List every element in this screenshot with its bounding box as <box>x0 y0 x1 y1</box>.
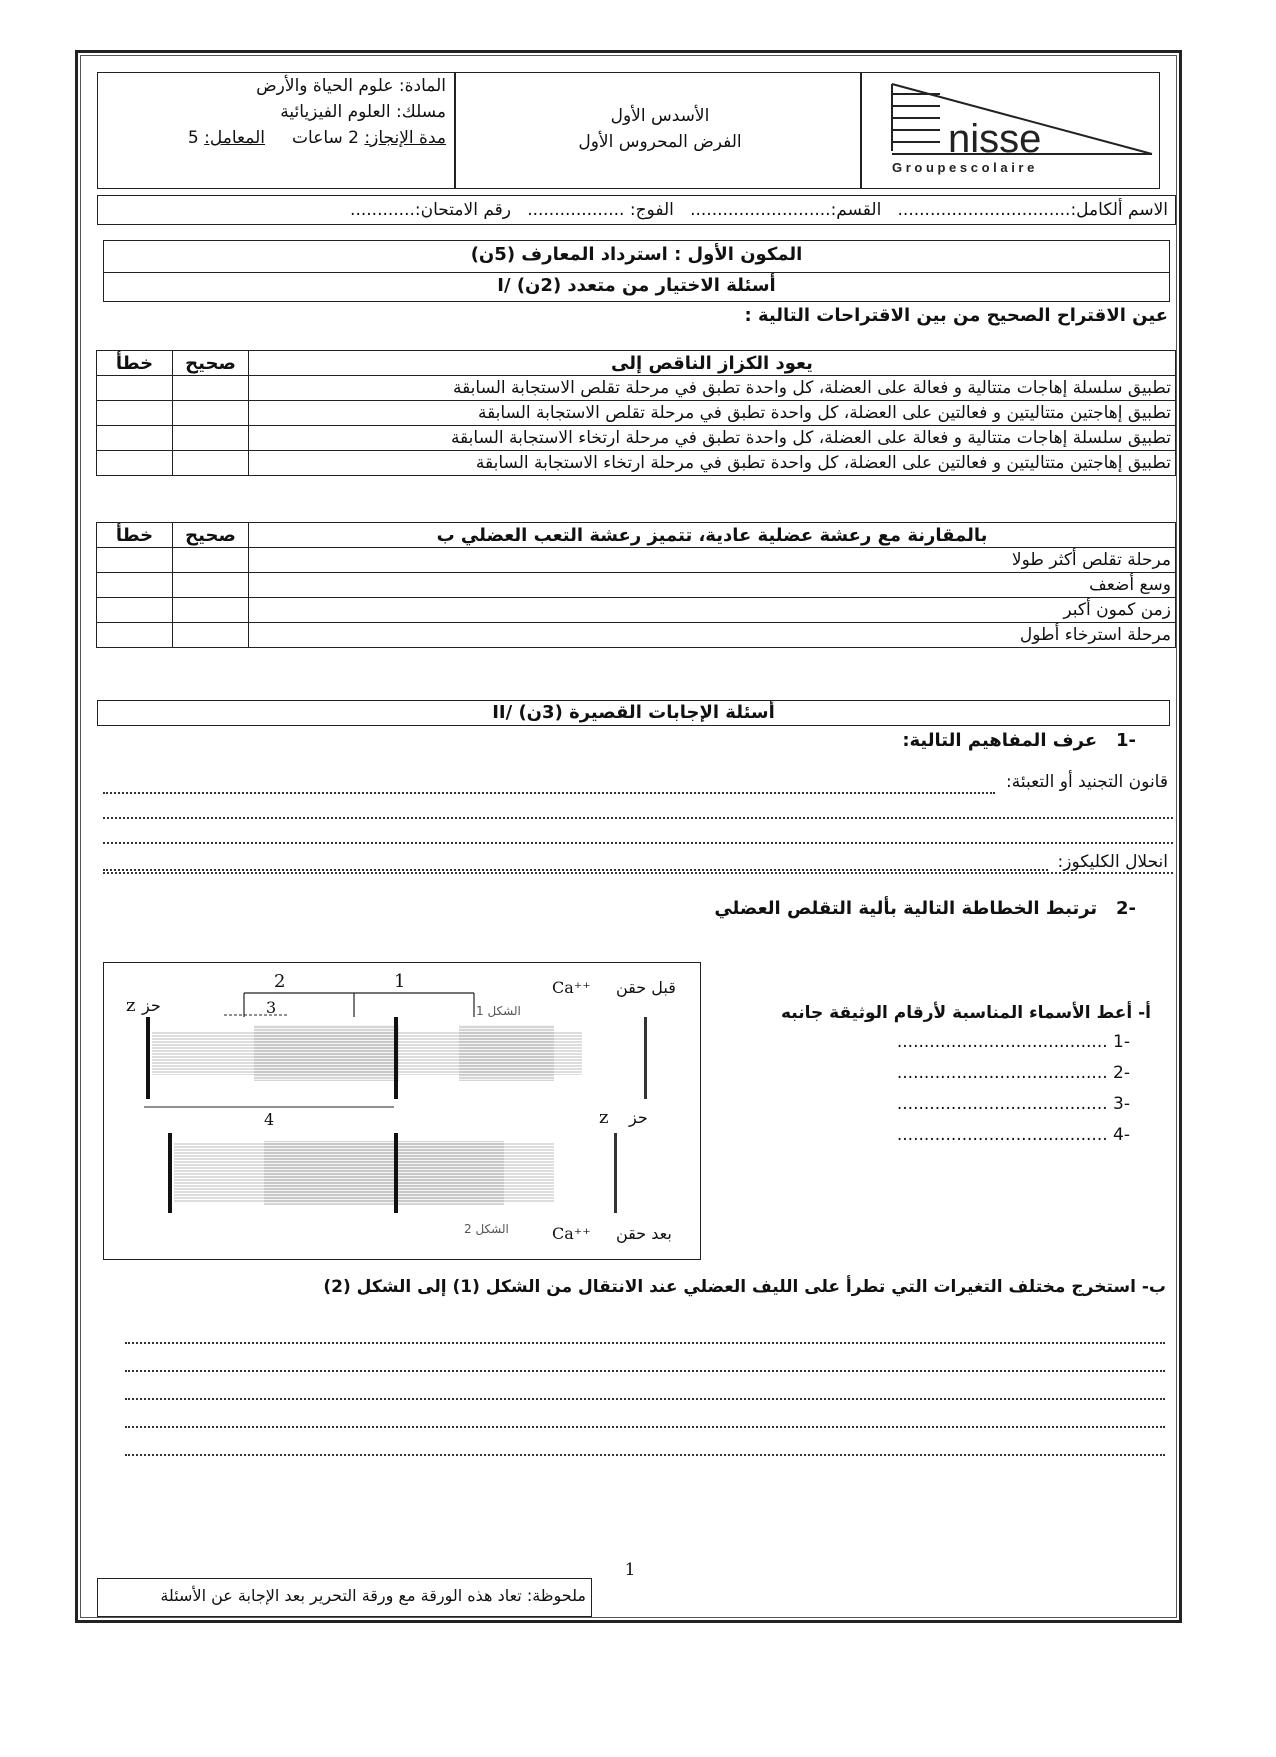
part1-title: المكون الأول : استرداد المعارف (5ن) <box>470 244 803 265</box>
false-checkbox[interactable] <box>97 548 173 573</box>
table-row <box>97 376 1176 401</box>
true-checkbox[interactable] <box>173 573 249 598</box>
answer-item-2[interactable]: -2 ....................................... <box>896 1063 1130 1083</box>
table-row <box>97 451 1176 476</box>
student-info-line <box>350 200 1168 220</box>
label-zband-right: حز <box>629 1108 648 1127</box>
term1-answer-line[interactable] <box>103 792 995 794</box>
z-line-fig2-left <box>168 1133 172 1213</box>
define-question-num: -1 <box>1115 730 1136 751</box>
col-true-header: صحيح <box>173 523 249 548</box>
mcq2-option: وسع أضعف <box>249 573 1176 598</box>
mcq-instruction: عين الاقتراح الصحيح من بين الاقتراحات التالية : <box>744 305 1168 326</box>
sarcomere-svg <box>104 963 700 1259</box>
false-checkbox[interactable] <box>97 376 173 401</box>
student-name-field[interactable]: الاسم ألكامل:................................ <box>897 200 1168 220</box>
mcq2-stem: بالمقارنة مع رعشة عضلية عادية، تتميز رعشة التعب العضلي ب <box>249 523 1176 548</box>
label-ion-after: Ca⁺⁺ <box>552 1224 591 1243</box>
part1-mcq-subtitle: I/ أسئلة الاختيار من متعدد (2ن) <box>497 275 776 296</box>
table-row <box>97 598 1176 623</box>
term2-answer-line-2[interactable] <box>103 869 1048 871</box>
table-row <box>97 523 1176 548</box>
define-question-text: عرف المفاهيم التالية: <box>902 730 1098 751</box>
mcq1-option: تطبيق إهاجتين متتاليتين و فعالتين على العضلة، كل واحدة تطبق في مرحلة تقلص الاستجابة السابقة <box>249 401 1176 426</box>
true-checkbox[interactable] <box>173 426 249 451</box>
m-line-fig1 <box>394 1017 398 1099</box>
header-exam: الفرض المحروس الأول <box>578 132 742 152</box>
school-logo <box>870 76 1160 186</box>
q-b-answer-line-1[interactable] <box>125 1342 1165 1344</box>
label-after: بعد حقن <box>616 1224 672 1243</box>
student-examno-field[interactable]: رقم الامتحان:............ <box>350 200 511 220</box>
true-checkbox[interactable] <box>173 451 249 476</box>
answer-item-1[interactable]: -1 ....................................... <box>896 1032 1130 1052</box>
z-line-fig1-left <box>146 1017 150 1099</box>
m-line-fig2 <box>394 1133 398 1213</box>
mcq-table-2 <box>96 522 1176 648</box>
q-b-answer-line-3[interactable] <box>125 1398 1165 1400</box>
false-checkbox[interactable] <box>97 451 173 476</box>
term2-answer-line-4[interactable] <box>103 872 1173 874</box>
term1-answer-line-2[interactable] <box>103 817 1173 819</box>
mcq1-option: تطبيق سلسلة إهاجات متتالية و فعالة على العضلة، كل واحدة تطبق في مرحلة تقلص الاستجابة السابقة <box>249 376 1176 401</box>
answer-item-3[interactable]: -3 ....................................... <box>896 1094 1130 1114</box>
duration-label: مدة الإنجاز: <box>364 128 446 148</box>
label-fig2: الشكل 2 <box>464 1222 509 1236</box>
coef-label: المعامل: <box>204 128 265 148</box>
false-checkbox[interactable] <box>97 401 173 426</box>
diagram-question <box>714 898 1136 919</box>
define-question <box>902 730 1136 751</box>
table-row <box>97 623 1176 648</box>
label-n1: 1 <box>394 971 406 992</box>
label-z-left: z <box>126 995 136 1016</box>
short-answers-title: II/ أسئلة الإجابات القصيرة (3ن) <box>492 702 775 723</box>
a-band-fig1-left <box>254 1025 399 1081</box>
logo-subtext: G r o u p e s c o l a i r e <box>892 160 1035 175</box>
table-row <box>97 426 1176 451</box>
table-row <box>97 401 1176 426</box>
header-divider-left <box>860 72 862 189</box>
question-a: أ- أعط الأسماء المناسبة لأرقام الوثيقة جانبه <box>780 1003 1151 1023</box>
q-b-answer-line-4[interactable] <box>125 1426 1165 1428</box>
false-checkbox[interactable] <box>97 573 173 598</box>
header-divider-right <box>454 72 456 189</box>
mcq-table-1 <box>96 350 1176 476</box>
header-subject: المادة: علوم الحياة والأرض <box>256 76 446 96</box>
header-duration <box>188 128 446 148</box>
mcq2-option: مرحلة استرخاء أطول <box>249 623 1176 648</box>
true-checkbox[interactable] <box>173 548 249 573</box>
header-semester: الأسدس الأول <box>610 106 710 126</box>
false-checkbox[interactable] <box>97 623 173 648</box>
label-before: قبل حقن <box>616 978 676 997</box>
page-number: 1 <box>624 1560 636 1580</box>
mcq2-option: مرحلة تقلص أكثر طولا <box>249 548 1176 573</box>
label-n4: 4 <box>264 1110 275 1129</box>
term1-label: قانون التجنيد أو التعبئة: <box>1006 772 1168 792</box>
label-fig1: الشكل 1 <box>476 1004 521 1018</box>
label-ion-before: Ca⁺⁺ <box>552 978 591 997</box>
true-checkbox[interactable] <box>173 401 249 426</box>
label-z-right: z <box>599 1107 609 1128</box>
col-true-header: صحيح <box>173 351 249 376</box>
z-line-fig2-right <box>614 1133 617 1213</box>
part1-title-divider <box>103 272 1170 273</box>
term2-answer-line[interactable] <box>103 842 1173 844</box>
col-false-header: خطأ <box>97 351 173 376</box>
q-b-answer-line-2[interactable] <box>125 1370 1165 1372</box>
coef-value: 5 <box>187 128 199 148</box>
table-row <box>97 351 1176 376</box>
a-band-fig2 <box>264 1141 504 1205</box>
diagram-question-text: ترتبط الخطاطة التالية بألية التقلص العضلي <box>714 898 1098 919</box>
true-checkbox[interactable] <box>173 598 249 623</box>
answer-item-4[interactable]: -4 ....................................... <box>896 1125 1130 1145</box>
student-group-field[interactable]: الفوج: .................. <box>527 200 674 220</box>
header-track: مسلك: العلوم الفيزيائية <box>280 102 446 122</box>
label-zband-left: حز <box>142 996 161 1015</box>
z-line-fig1-right <box>644 1017 647 1099</box>
q-b-answer-line-5[interactable] <box>125 1454 1165 1456</box>
duration-value: 2 ساعات <box>292 128 359 148</box>
mcq1-option: تطبيق سلسلة إهاجات متتالية و فعالة على العضلة، كل واحدة تطبق في مرحلة ارتخاء الاستجابة السابقة <box>249 426 1176 451</box>
true-checkbox[interactable] <box>173 623 249 648</box>
table-row <box>97 548 1176 573</box>
true-checkbox[interactable] <box>173 376 249 401</box>
a-band-fig1-right <box>459 1025 554 1081</box>
mcq1-stem: يعود الكزاز الناقص إلى <box>249 351 1176 376</box>
false-checkbox[interactable] <box>97 426 173 451</box>
answer-list <box>896 1032 1130 1156</box>
mcq2-option: زمن كمون أكبر <box>249 598 1176 623</box>
col-false-header: خطأ <box>97 523 173 548</box>
false-checkbox[interactable] <box>97 598 173 623</box>
label-n2: 2 <box>274 971 286 992</box>
question-b: ب- استخرج مختلف التغيرات التي تطرأ على الليف العضلي عند الانتقال من الشكل (1) إلى الشكل (2) <box>323 1277 1166 1297</box>
footer-note: ملحوظة: تعاد هذه الورقة مع ورقة التحرير بعد الإجابة عن الأسئلة <box>160 1586 586 1605</box>
mcq1-option: تطبيق إهاجتين متتاليتين و فعالتين على العضلة، كل واحدة تطبق في مرحلة ارتخاء الاستجابة السابقة <box>249 451 1176 476</box>
label-n3: 3 <box>266 998 277 1017</box>
student-section-field[interactable]: القسم:.......................... <box>690 200 882 220</box>
table-row <box>97 573 1176 598</box>
sarcomere-diagram <box>103 962 701 1260</box>
logo-text: nisse <box>948 117 1042 161</box>
term2-label: انحلال الكليكوز: <box>1057 852 1168 872</box>
diagram-question-num: -2 <box>1115 898 1136 919</box>
